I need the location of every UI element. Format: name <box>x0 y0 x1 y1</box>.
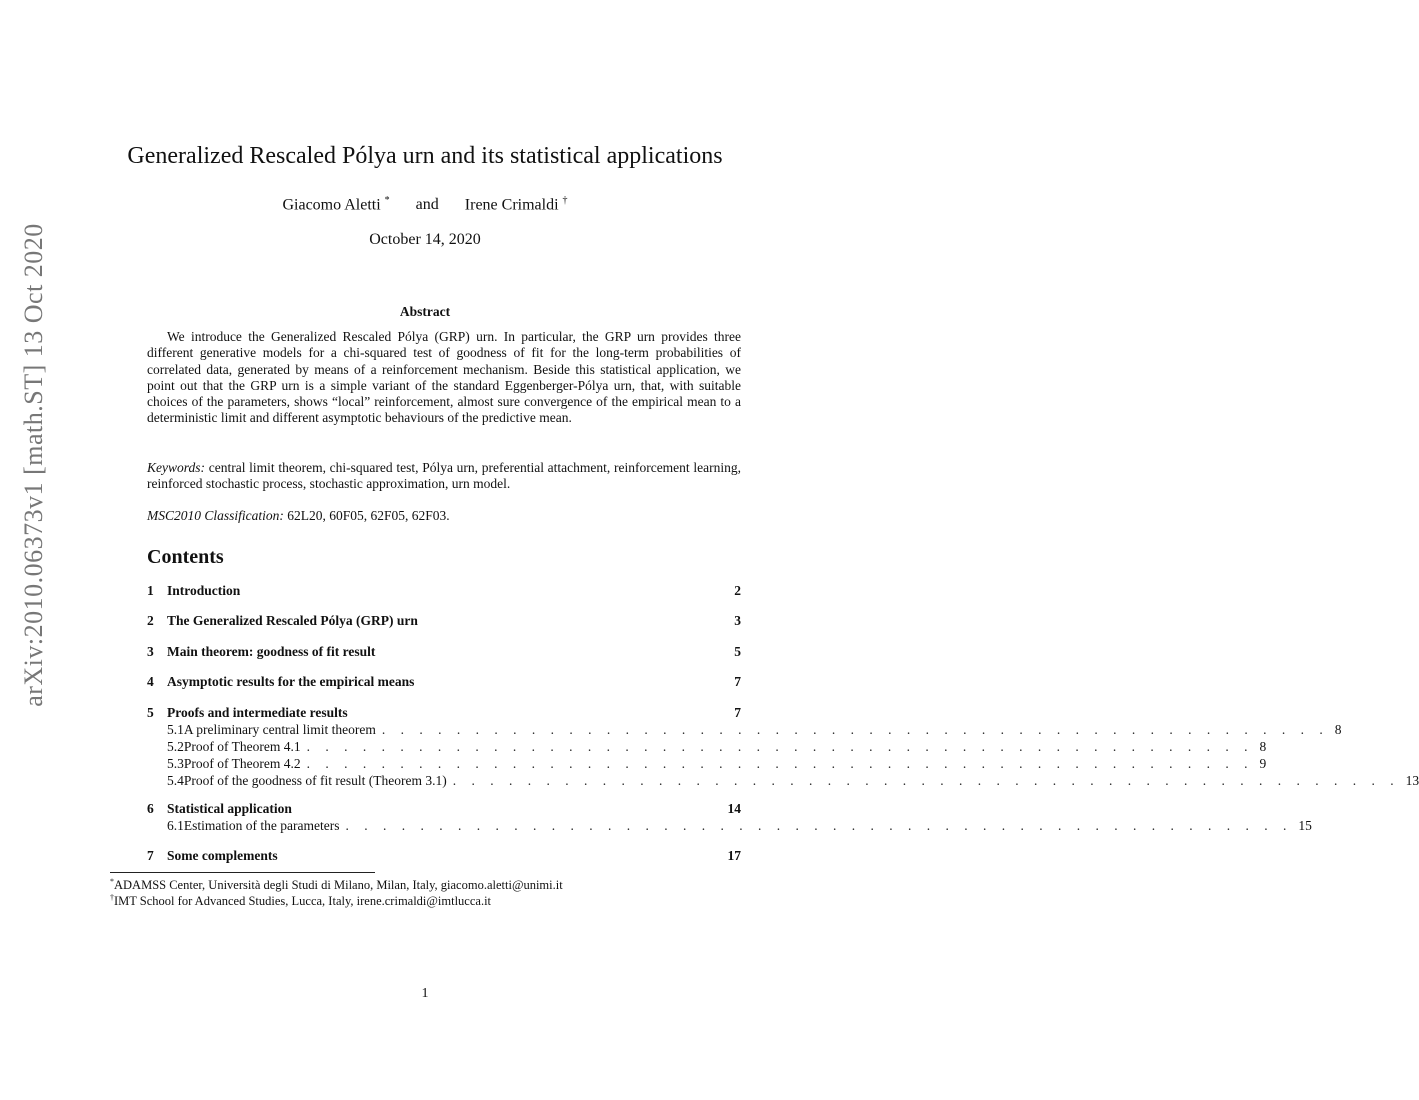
toc-subsection-title: Proof of Theorem 4.2 <box>183 756 301 771</box>
toc-section-introduction[interactable] <box>147 583 741 601</box>
toc-section-title: The Generalized Rescaled Pólya (GRP) urn <box>167 613 418 628</box>
author-name: Giacomo Aletti <box>282 196 381 214</box>
author-name: Irene Crimaldi <box>464 196 559 214</box>
footnote-crimaldi <box>110 893 491 909</box>
page-number: 1 <box>421 986 429 1001</box>
toc-section-title: Asymptotic results for the empirical means <box>167 674 415 689</box>
toc-subsection-estimation[interactable] <box>167 818 1312 835</box>
toc-section-page: 2 <box>734 583 741 598</box>
toc-subsection-proof-gof[interactable] <box>167 773 1419 790</box>
footnote-aletti <box>110 877 563 893</box>
author-footnote-mark: † <box>562 195 568 206</box>
arxiv-identifier: arXiv:2010.06373v1 [math.ST] 13 Oct 2020 <box>19 223 48 707</box>
toc-subsection-page: 15 <box>1298 818 1312 833</box>
toc-section-proofs[interactable] <box>147 705 741 723</box>
footnote-rule <box>110 872 375 873</box>
toc-section-page: 14 <box>727 801 741 816</box>
toc-section-grp-urn[interactable] <box>147 613 741 631</box>
toc-section-title: Some complements <box>167 848 278 863</box>
toc-section-page: 7 <box>734 705 741 720</box>
toc-subsection-page: 9 <box>1259 756 1267 771</box>
toc-section-title: Introduction <box>167 583 241 598</box>
toc-subsection-preliminary-clt[interactable] <box>167 722 1342 739</box>
toc-dot-leader: . . . . . . . . . . . . . . . . . . . . . . . . . . . . . . . . . . . . . . . . . . . . . . . . . . . <box>381 722 1329 737</box>
toc-section-title: Main theorem: goodness of fit result <box>167 644 376 659</box>
toc-section-statistical-application[interactable] <box>147 801 741 819</box>
toc-subsection-proof-4-1[interactable] <box>167 739 1267 756</box>
toc-subsection-title: Proof of the goodness of fit result (Theorem 3.1) <box>183 773 447 788</box>
footnote-text: ADAMSS Center, Università degli Studi di Milano, Milan, Italy, giacomo.aletti@unimi.it <box>114 878 563 893</box>
toc-subsection-title: Estimation of the parameters <box>183 818 340 833</box>
toc-section-number: 7 <box>147 848 154 863</box>
footnote-mark: † <box>110 893 114 902</box>
toc-subsection-page: 8 <box>1259 739 1267 754</box>
keywords-text: central limit theorem, chi-squared test, Pólya urn, preferential attachment, reinforcement learning, reinforced stochastic process, stochastic approximation, urn model. <box>147 460 741 492</box>
toc-section-page: 3 <box>734 613 741 628</box>
keywords-label: Keywords: <box>147 460 205 475</box>
toc-subsection-proof-4-2[interactable] <box>167 756 1267 773</box>
contents-heading: Contents <box>147 546 224 568</box>
msc-label: MSC2010 Classification: <box>147 508 284 523</box>
author-separator: and <box>415 196 439 214</box>
toc-section-page: 5 <box>734 644 741 659</box>
footnote-mark: * <box>110 877 114 886</box>
toc-section-main-theorem[interactable] <box>147 644 741 662</box>
toc-subsection-page: 8 <box>1334 722 1342 737</box>
toc-subsection-number: 5.2 <box>167 739 184 754</box>
toc-section-complements[interactable] <box>147 848 741 866</box>
abstract-body: We introduce the Generalized Rescaled Pólya (GRP) urn. In particular, the GRP urn provides three different generative models for a chi-squared test of goodness of fit for the long-term probabilities of correlated data, generated by means of a reinforcement mechanism. Beside this statistical application, we point out that the GRP urn is a simple variant of the standard Eggenberger-Pólya urn, that, with suitable choices of the parameters, shows “local” reinforcement, almost sure convergence of the empirical mean to a deterministic limit and different asymptotic behaviours of the predictive mean. <box>147 329 741 426</box>
toc-section-page: 7 <box>734 674 741 689</box>
toc-section-number: 2 <box>147 613 154 628</box>
author-footnote-mark: * <box>384 195 390 206</box>
toc-dot-leader: . . . . . . . . . . . . . . . . . . . . . . . . . . . . . . . . . . . . . . . . . . . . . . . . . . . <box>452 773 1400 788</box>
toc-subsection-title: A preliminary central limit theorem <box>183 722 376 737</box>
toc-section-number: 4 <box>147 674 154 689</box>
toc-subsection-title: Proof of Theorem 4.1 <box>183 739 301 754</box>
toc-section-title: Statistical application <box>167 801 292 816</box>
toc-dot-leader: . . . . . . . . . . . . . . . . . . . . . . . . . . . . . . . . . . . . . . . . . . . . . . . . . . . <box>345 818 1293 833</box>
abstract-heading: Abstract <box>399 304 451 319</box>
paper-title: Generalized Rescaled Pólya urn and its statistical applications <box>127 143 723 169</box>
toc-section-number: 5 <box>147 705 154 720</box>
toc-section-number: 6 <box>147 801 154 816</box>
toc-subsection-number: 5.3 <box>167 756 184 771</box>
toc-section-title: Proofs and intermediate results <box>167 705 348 720</box>
toc-dot-leader: . . . . . . . . . . . . . . . . . . . . . . . . . . . . . . . . . . . . . . . . . . . . . . . . . . . <box>306 756 1254 771</box>
toc-section-number: 3 <box>147 644 154 659</box>
toc-subsection-number: 5.1 <box>167 722 184 737</box>
toc-dot-leader: . . . . . . . . . . . . . . . . . . . . . . . . . . . . . . . . . . . . . . . . . . . . . . . . . . . <box>306 739 1254 754</box>
footnote-text: IMT School for Advanced Studies, Lucca, Italy, irene.crimaldi@imtlucca.it <box>114 894 492 909</box>
toc-section-page: 17 <box>727 848 741 863</box>
toc-subsection-number: 5.4 <box>167 773 184 788</box>
msc-codes: 62L20, 60F05, 62F05, 62F03. <box>287 508 450 523</box>
paper-date: October 14, 2020 <box>369 231 481 248</box>
table-of-contents <box>147 0 1419 1100</box>
toc-subsection-number: 6.1 <box>167 818 184 833</box>
toc-section-number: 1 <box>147 583 154 598</box>
toc-section-asymptotic-results[interactable] <box>147 674 741 692</box>
toc-subsection-page: 13 <box>1405 773 1419 788</box>
